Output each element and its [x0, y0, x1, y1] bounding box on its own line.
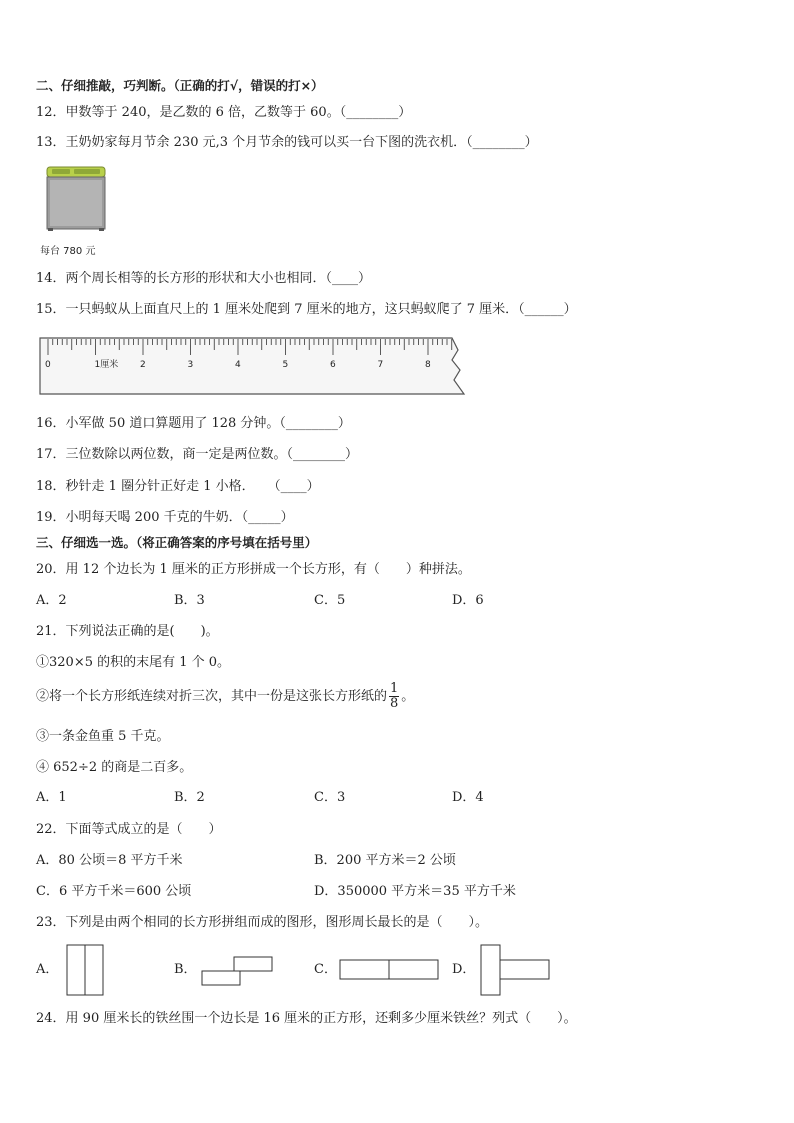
ruler-image	[38, 336, 470, 396]
q22-option-d: D．350000 平方米＝35 平方千米	[314, 884, 516, 899]
question-18: 18．秒针走 1 圈分针正好走 1 小格． （____）	[36, 479, 320, 494]
q23-option-d-label: D．	[452, 962, 476, 977]
washer-price-caption: 每台 780 元	[40, 246, 96, 257]
q21-option-b: B．2	[174, 790, 205, 805]
question-12: 12．甲数等于 240，是乙数的 6 倍，乙数等于 60。（________）	[36, 105, 412, 120]
q21-statement-2	[36, 682, 414, 711]
q20-option-b: B．3	[174, 593, 205, 608]
q20-option-a: A．2	[36, 593, 67, 608]
question-21: 21．下列说法正确的是( )。	[36, 624, 219, 639]
q21-statement-4: ④ 652÷2 的商是二百多。	[36, 760, 193, 775]
q23-figure-b	[201, 956, 275, 988]
fraction-one-eighth	[389, 682, 399, 711]
q21-statement-1: ①320×5 的积的末尾有 1 个 0。	[36, 655, 231, 670]
q23-option-b-label: B．	[174, 962, 197, 977]
ruler-label: 8	[425, 360, 431, 370]
q21-option-d: D．4	[452, 790, 484, 805]
fraction-numerator: 1	[390, 681, 399, 696]
q23-figure-d	[480, 944, 552, 998]
q22-option-b: B．200 平方米＝2 公顷	[314, 853, 456, 868]
question-14: 14．两个周长相等的长方形的形状和大小也相同．（____）	[36, 271, 372, 286]
section3-heading: 三、仔细选一选。（将正确答案的序号填在括号里）	[36, 535, 318, 550]
question-20: 20．用 12 个边长为 1 厘米的正方形拼成一个长方形，有（ ）种拼法。	[36, 562, 471, 577]
q23-figure-c	[339, 959, 441, 981]
question-19: 19．小明每天喝 200 千克的牛奶．（_____）	[36, 510, 294, 525]
ruler-label: 6	[330, 360, 336, 370]
ruler-label: 0	[45, 360, 51, 370]
q23-figure-a	[66, 944, 106, 996]
question-15: 15．一只蚂蚁从上面直尺上的 1 厘米处爬到 7 厘米的地方，这只蚂蚁爬了 7 厘米．（______）	[36, 302, 577, 317]
q20-option-c: C．5	[314, 593, 346, 608]
question-23: 23．下列是由两个相同的长方形拼组而成的图形，图形周长最长的是（ ）。	[36, 915, 489, 930]
section2-heading: 二、仔细推敲，巧判断。（正确的打√，错误的打×）	[36, 78, 324, 93]
ruler-label: 7	[377, 360, 384, 370]
q20-option-d: D．6	[452, 593, 484, 608]
q21-option-c: C．3	[314, 790, 346, 805]
q23-option-a-label: A．	[36, 962, 59, 977]
q22-option-c: C．6 平方千米＝600 公顷	[36, 884, 192, 899]
ruler-label: 5	[282, 360, 289, 370]
ruler-label: 3	[187, 360, 194, 370]
q22-option-a: A．80 公顷＝8 平方千米	[36, 853, 183, 868]
fraction-denominator: 8	[390, 696, 399, 711]
question-13: 13．王奶奶家每月节余 230 元,3 个月节余的钱可以买一台下图的洗衣机．（________）	[36, 135, 538, 150]
q21-statement-2-text: ②将一个长方形纸连续对折三次，其中一份是这张长方形纸的	[36, 689, 388, 704]
question-24: 24．用 90 厘米长的铁丝围一个边长是 16 厘米的正方形，还剩多少厘米铁丝？列式（ ）。	[36, 1011, 577, 1026]
ruler-label: 2	[140, 360, 146, 370]
q21-statement-3: ③一条金鱼重 5 千克。	[36, 729, 170, 744]
question-22: 22．下面等式成立的是（ ）	[36, 822, 222, 837]
ruler-label: 1厘米	[94, 360, 119, 370]
q21-option-a: A．1	[36, 790, 67, 805]
ruler-label: 4	[235, 360, 241, 370]
question-16: 16．小军做 50 道口算题用了 128 分钟。（________）	[36, 416, 351, 431]
question-17: 17．三位数除以两位数，商一定是两位数。（________）	[36, 447, 359, 462]
washing-machine-image	[46, 166, 106, 232]
q23-option-c-label: C．	[314, 962, 337, 977]
q21-statement-2-end: 。	[401, 689, 415, 704]
